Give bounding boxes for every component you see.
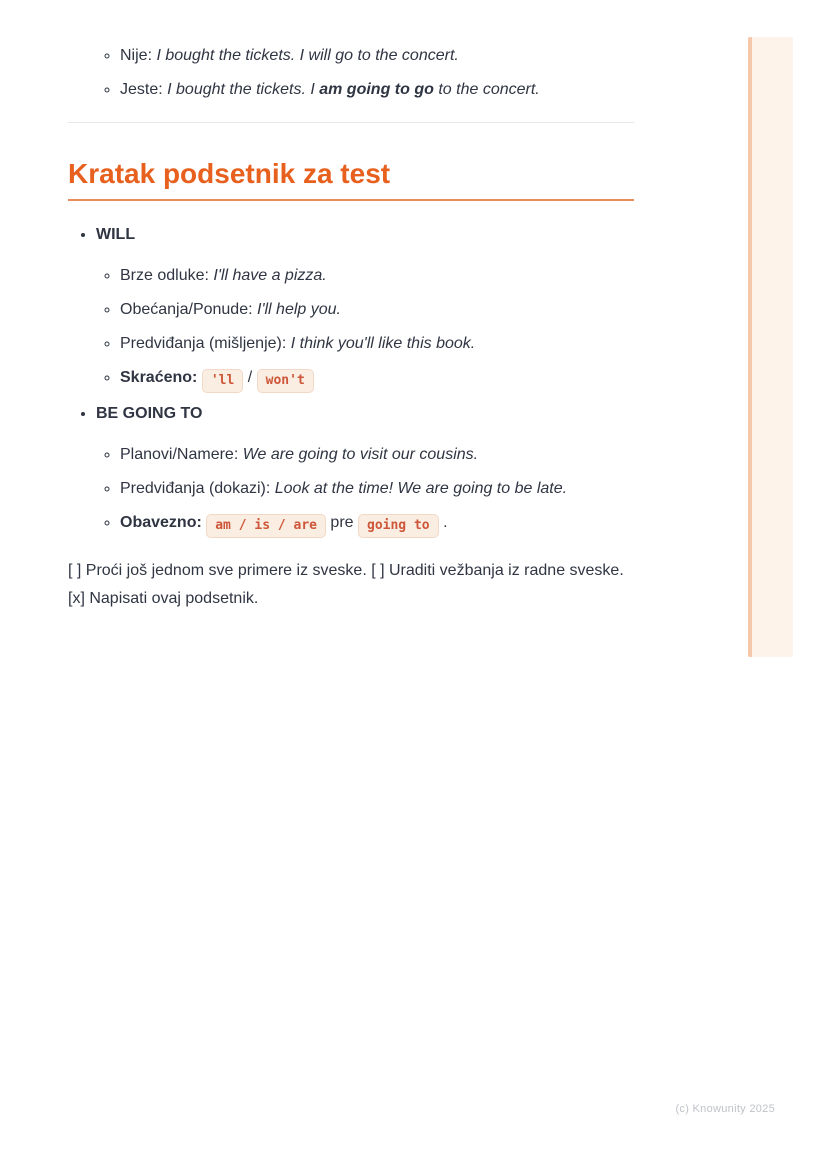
example-sentence: I'll have a pizza. (213, 267, 327, 284)
example-sentence: I think you'll like this book. (290, 335, 476, 352)
list-item (120, 366, 634, 393)
example-sentence: Look at the time! We are going to be late. (274, 480, 568, 497)
example-sentence: We are going to visit our cousins. (242, 446, 479, 463)
checklist-paragraph: [ ] Proći još jednom sve primere iz sveske. [ ] Uraditi vežbanja iz radne sveske. [x] Napisati ovaj podsetnik. (68, 562, 624, 607)
section-divider (68, 122, 634, 123)
page-edge-highlight-strip (748, 37, 793, 657)
code-chip: 'll (202, 369, 243, 393)
item-label: Obećanja/Ponude: (120, 301, 257, 318)
chip-separator: / (243, 369, 257, 386)
list-item (120, 511, 634, 538)
item-label: Jeste: (120, 81, 168, 98)
example-bold-phrase: am going to go (319, 81, 434, 98)
list-item (120, 298, 634, 322)
item-label: Skraćeno: (120, 369, 202, 386)
summary-list (68, 223, 634, 538)
code-chip: going to (358, 514, 439, 538)
copyright-credit: (c) Knowunity 2025 (675, 1103, 775, 1115)
be-going-to-sub-list (96, 443, 634, 538)
example-sentence: I bought the tickets. I will go to the concert. (156, 47, 459, 64)
list-item (120, 477, 634, 501)
code-chip: won't (257, 369, 314, 393)
item-label: Obavezno: (120, 514, 207, 531)
list-item (120, 44, 634, 68)
item-label: Predviđanja (dokazi): (120, 480, 275, 497)
example-sentence-pre: I bought the tickets. I (167, 81, 320, 98)
document-content (68, 44, 634, 613)
list-item (120, 264, 634, 288)
list-item (120, 443, 634, 467)
item-label: Planovi/Namere: (120, 446, 243, 463)
code-chip: am / is / are (206, 514, 326, 538)
list-item-will (96, 223, 634, 393)
will-title: WILL (96, 226, 136, 243)
item-label: Predviđanja (mišljenje): (120, 335, 291, 352)
example-sentence-post: to the concert. (433, 81, 540, 98)
list-item (120, 78, 634, 102)
item-label: Brze odluke: (120, 267, 214, 284)
sentence-end: . (438, 514, 448, 531)
be-going-to-title: BE GOING TO (96, 405, 203, 422)
will-sub-list (96, 264, 634, 393)
item-label: Nije: (120, 47, 157, 64)
list-item-be-going-to (96, 402, 634, 538)
list-item (120, 332, 634, 356)
chip-middle-text: pre (325, 514, 358, 531)
page-title: Kratak podsetnik za test (68, 157, 634, 201)
example-sentence: I'll help you. (257, 301, 341, 318)
intro-example-list (68, 44, 634, 102)
